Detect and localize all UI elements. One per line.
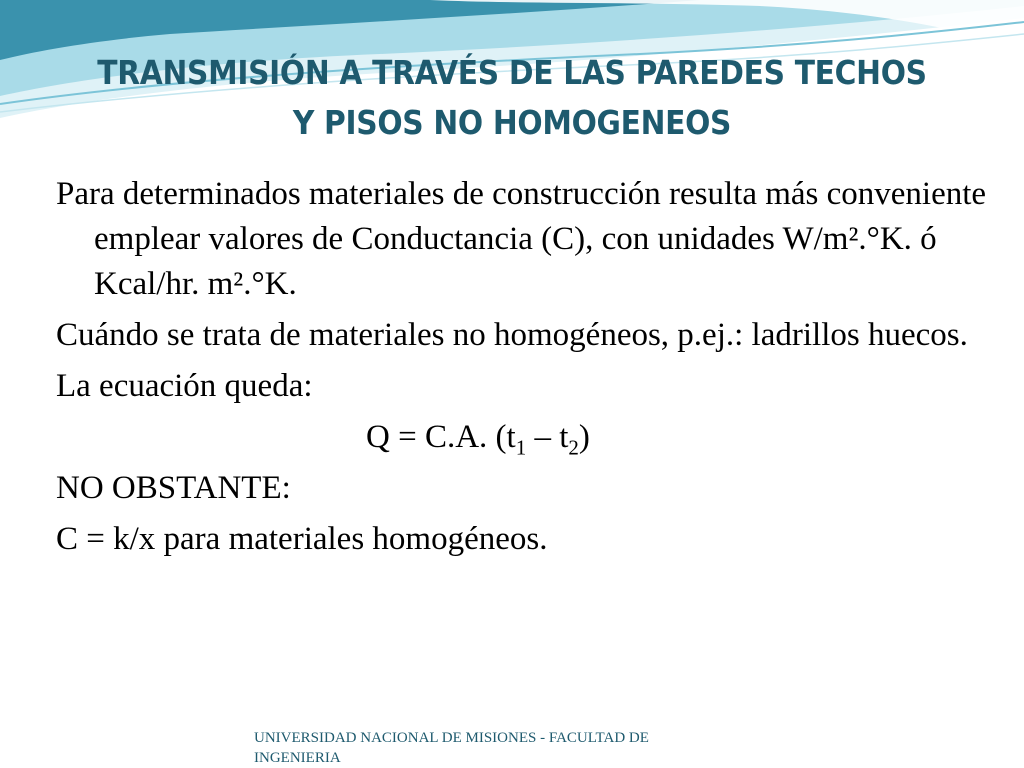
- heat-transfer-formula: [56, 415, 996, 460]
- formula-subscript-1: 1: [515, 435, 527, 460]
- formula-suffix: ): [578, 419, 590, 455]
- title-line-1: TRANSMISIÓN A TRAVÉS DE LAS PAREDES TECHOS: [97, 53, 927, 92]
- title-line-2: Y PISOS NO HOMOGENEOS: [292, 103, 732, 142]
- slide-body: [56, 172, 996, 568]
- paragraph-homogeneous-formula: C = k/x para materiales homogéneos.: [56, 521, 548, 557]
- paragraph-conductance: Para determinados materiales de construcción resulta más conveniente emplear valores de Conductancia (C), con unidades W/m².°K. ó Kcal/hr. m².°K.: [56, 176, 987, 302]
- formula-middle: – t: [526, 419, 569, 455]
- paragraph-notice: NO OBSTANTE:: [56, 470, 291, 506]
- formula-subscript-2: 2: [568, 435, 579, 460]
- paragraph-equation-intro: La ecuación queda:: [56, 368, 313, 404]
- paragraph-non-homogeneous: Cuándo se trata de materiales no homogéneos, p.ej.: ladrillos huecos.: [56, 317, 968, 353]
- slide-footer: UNIVERSIDAD NACIONAL DE MISIONES - FACULTAD DE INGENIERIA: [254, 730, 649, 766]
- slide-title: [20, 48, 1004, 148]
- formula-prefix: Q = C.A. (t: [366, 419, 516, 455]
